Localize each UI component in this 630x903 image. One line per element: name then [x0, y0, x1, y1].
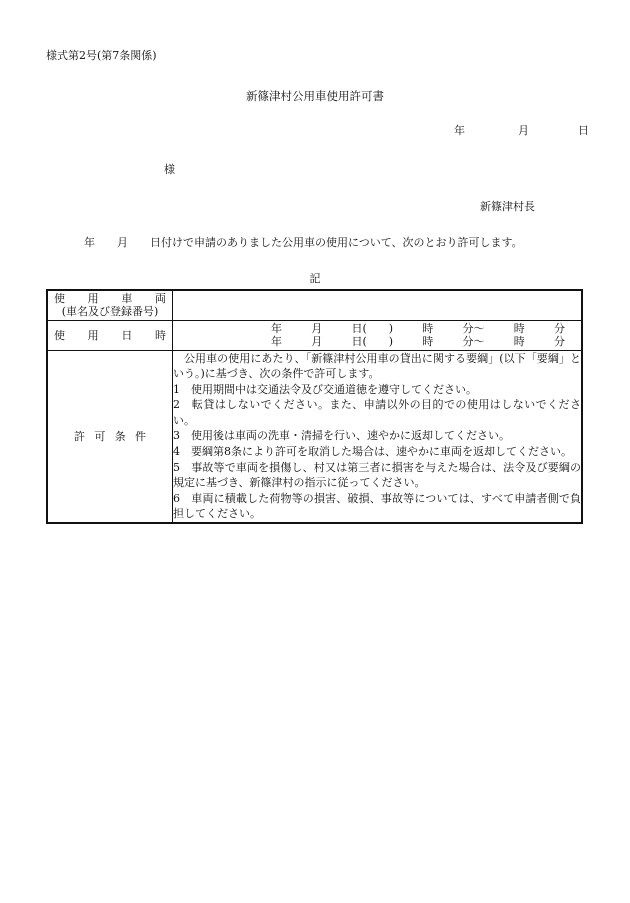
datetime-label: 使 用 日 時 [54, 328, 166, 342]
conditions-label-cell [47, 350, 173, 523]
condition-item-1: 1 使用期間中は交通法令及び交通道徳を遵守してください。 [173, 382, 477, 396]
date-month-label: 月 [518, 124, 529, 137]
datetime-value-cell[interactable] [173, 320, 583, 350]
vehicle-row [47, 290, 582, 320]
vehicle-label: 使 用 車 両 [54, 292, 166, 306]
document-title: 新篠津村公用車使用許可書 [246, 89, 384, 103]
datetime-label-cell [47, 320, 173, 350]
date-year-label: 年 [454, 124, 465, 137]
datetime-line-2: 年 月 日( ) 時 分～ 時 分 [271, 335, 565, 348]
date-day-label: 日 [578, 124, 589, 137]
permission-statement: 年 月 日付けで申請のありました公用車の使用について、次のとおり許可します。 [84, 236, 523, 249]
addressee-suffix: 様 [164, 163, 175, 176]
ki-heading: 記 [309, 272, 321, 285]
conditions-label: 許 可 条 件 [74, 429, 146, 443]
form-number: 様式第2号(第7条関係) [46, 49, 157, 62]
datetime-line-1: 年 月 日( ) 時 分～ 時 分 [271, 322, 565, 335]
conditions-text-cell [173, 350, 583, 523]
condition-item-2: 2 転貸はしないでください。また、申請以外の目的での使用はしないでください。 [173, 398, 581, 427]
issuer-name: 新篠津村長 [480, 200, 535, 213]
condition-item-4: 4 要綱第8条により許可を取消した場合は、速やかに車両を返却してください。 [173, 445, 572, 459]
conditions-row [47, 350, 582, 523]
permit-table [46, 289, 583, 524]
vehicle-label-sub: (車名及び登録番号) [61, 305, 159, 319]
vehicle-label-cell [47, 290, 173, 320]
datetime-row [47, 320, 582, 350]
vehicle-value-cell[interactable] [173, 290, 583, 320]
condition-item-6: 6 車両に積載した荷物等の損害、破損、事故等については、すべて申請者側で負担してください。 [173, 491, 581, 521]
condition-item-3: 3 使用後は車両の洗車・清掃を行い、速やかに返却してください。 [173, 429, 510, 443]
conditions-intro: 公用車の使用にあたり、「新篠津村公用車の貸出に関する要綱」(以下「要綱」という。)に基づき、次の条件で許可します。 [173, 351, 581, 381]
condition-item-5: 5 事故等で車両を損傷し、村又は第三者に損害を与えた場合は、法令及び要綱の規定に基づき、新篠津村の指示に従ってください。 [173, 460, 581, 490]
issue-date [454, 124, 589, 138]
